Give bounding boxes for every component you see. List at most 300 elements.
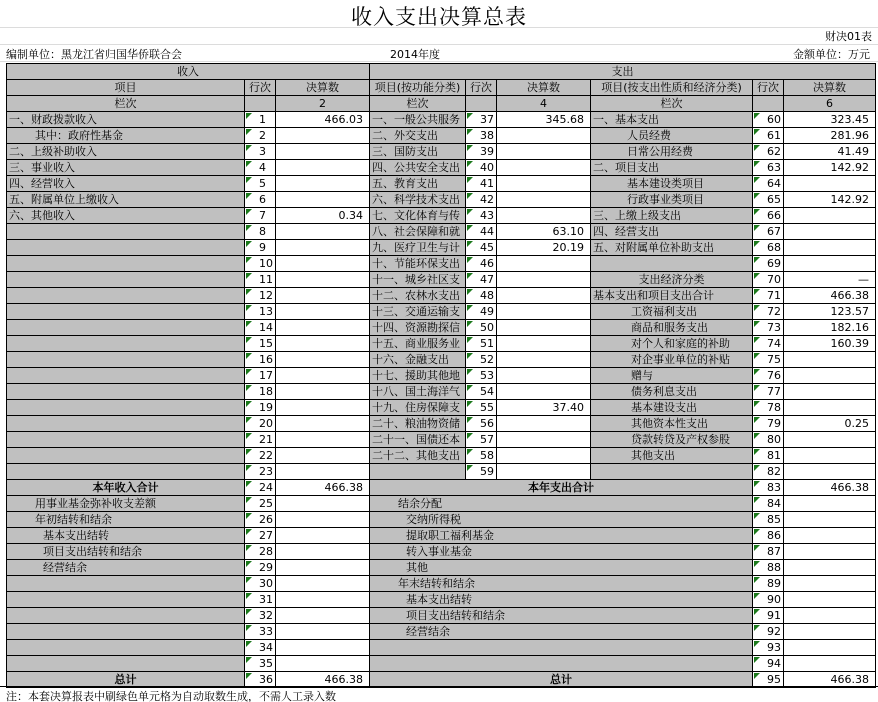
expense-balance-amount[interactable]	[784, 640, 876, 656]
row-number: 39	[466, 144, 497, 160]
income-amount[interactable]: 0.34	[276, 208, 370, 224]
func-expense-amount[interactable]	[497, 304, 591, 320]
econ-expense-amount[interactable]: 182.16	[784, 320, 876, 336]
econ-expense-amount[interactable]: 123.57	[784, 304, 876, 320]
row-number: 34	[245, 640, 276, 656]
expense-total-amount[interactable]: 466.38	[784, 480, 876, 496]
func-expense-amount[interactable]	[497, 464, 591, 480]
income-item	[7, 384, 245, 400]
func-expense-item: 十五、商业服务业	[370, 336, 466, 352]
row-number: 63	[753, 160, 784, 176]
expense-balance-item: 结余分配	[370, 496, 753, 512]
row-number: 68	[753, 240, 784, 256]
table-row	[7, 352, 876, 368]
econ-expense-amount[interactable]	[784, 368, 876, 384]
econ-expense-item: 债务利息支出	[591, 384, 753, 400]
income-amount[interactable]	[276, 304, 370, 320]
income-balance-amount[interactable]	[276, 512, 370, 528]
func-expense-item: 二、外交支出	[370, 128, 466, 144]
expense-balance-item: 经营结余	[370, 624, 753, 640]
row-number: 40	[466, 160, 497, 176]
row-number: 88	[753, 560, 784, 576]
income-item	[7, 352, 245, 368]
income-balance-item	[7, 624, 245, 640]
table-row	[7, 288, 876, 304]
row-number: 91	[753, 608, 784, 624]
row-number: 55	[466, 400, 497, 416]
income-balance-item	[7, 592, 245, 608]
func-expense-item: 八、社会保障和就	[370, 224, 466, 240]
row-number: 93	[753, 640, 784, 656]
income-amount[interactable]	[276, 384, 370, 400]
income-balance-amount[interactable]	[276, 656, 370, 672]
row-number: 95	[753, 672, 784, 688]
row-number: 73	[753, 320, 784, 336]
row-number: 5	[245, 176, 276, 192]
func-expense-item: 二十二、其他支出	[370, 448, 466, 464]
func-expense-item: 十、节能环保支出	[370, 256, 466, 272]
expense-balance-amount[interactable]	[784, 544, 876, 560]
func-expense-amount[interactable]	[497, 336, 591, 352]
func-expense-item: 十二、农林水支出	[370, 288, 466, 304]
income-amount[interactable]	[276, 288, 370, 304]
econ-expense-amount[interactable]	[784, 384, 876, 400]
func-expense-amount[interactable]: 63.10	[497, 224, 591, 240]
row-number: 86	[753, 528, 784, 544]
row-number: 10	[245, 256, 276, 272]
income-item-header: 项目	[7, 80, 245, 96]
income-amount[interactable]	[276, 320, 370, 336]
income-amount[interactable]	[276, 144, 370, 160]
expense-balance-amount[interactable]	[784, 656, 876, 672]
row-number: 78	[753, 400, 784, 416]
income-balance-amount[interactable]	[276, 560, 370, 576]
income-item	[7, 320, 245, 336]
row-number: 6	[245, 192, 276, 208]
expense-balance-amount[interactable]	[784, 608, 876, 624]
func-expense-amount[interactable]: 345.68	[497, 112, 591, 128]
func-expense-item: 十八、国土海洋气	[370, 384, 466, 400]
func-expense-item: 二十、粮油物资储	[370, 416, 466, 432]
econ-expense-item: 四、经营支出	[591, 224, 753, 240]
income-item	[7, 256, 245, 272]
func-expense-item: 三、国防支出	[370, 144, 466, 160]
row-number: 2	[245, 128, 276, 144]
econ-expense-amount[interactable]	[784, 240, 876, 256]
table-row	[7, 656, 876, 672]
expense-balance-amount[interactable]	[784, 592, 876, 608]
row-number: 83	[753, 480, 784, 496]
row-number: 70	[753, 272, 784, 288]
expense-balance-amount[interactable]	[784, 560, 876, 576]
income-amount[interactable]	[276, 432, 370, 448]
func-expense-item: 一、一般公共服务	[370, 112, 466, 128]
row-number: 62	[753, 144, 784, 160]
row-number: 57	[466, 432, 497, 448]
row-number: 46	[466, 256, 497, 272]
year-total-row	[7, 480, 876, 496]
row-number: 64	[753, 176, 784, 192]
econ-expense-amount[interactable]: 281.96	[784, 128, 876, 144]
income-balance-item: 项目支出结转和结余	[7, 544, 245, 560]
row-number: 67	[753, 224, 784, 240]
expense-balance-item	[370, 656, 753, 672]
econ-expense-amount[interactable]	[784, 208, 876, 224]
row-no-header: 行次	[245, 80, 276, 96]
amount-header: 决算数	[497, 80, 591, 96]
income-item: 四、经营收入	[7, 176, 245, 192]
income-item	[7, 224, 245, 240]
econ-expense-item: 日常公用经费	[591, 144, 753, 160]
income-balance-amount[interactable]	[276, 592, 370, 608]
income-amount[interactable]	[276, 336, 370, 352]
econ-expense-amount[interactable]	[784, 400, 876, 416]
econ-expense-item: 支出经济分类	[591, 272, 753, 288]
expense-balance-amount[interactable]	[784, 624, 876, 640]
func-expense-amount[interactable]	[497, 272, 591, 288]
func-expense-item: 九、医疗卫生与计	[370, 240, 466, 256]
income-amount[interactable]	[276, 400, 370, 416]
grand-income-amount[interactable]: 466.38	[276, 672, 370, 688]
row-number: 52	[466, 352, 497, 368]
row-number: 81	[753, 448, 784, 464]
func-expense-amount[interactable]	[497, 176, 591, 192]
row-number: 85	[753, 512, 784, 528]
table-row	[7, 432, 876, 448]
row-number: 37	[466, 112, 497, 128]
column-index-label: 栏次	[591, 96, 753, 112]
income-amount[interactable]	[276, 240, 370, 256]
table-row	[7, 576, 876, 592]
income-balance-amount[interactable]	[276, 528, 370, 544]
income-total-label: 本年收入合计	[7, 480, 245, 496]
table-row	[7, 240, 876, 256]
income-balance-item	[7, 576, 245, 592]
form-number: 财决01表	[825, 30, 872, 43]
func-expense-amount[interactable]	[497, 192, 591, 208]
econ-expense-amount[interactable]: 160.39	[784, 336, 876, 352]
row-number: 43	[466, 208, 497, 224]
table-row	[7, 192, 876, 208]
income-item: 三、事业收入	[7, 160, 245, 176]
expense-total-label: 本年支出合计	[370, 480, 753, 496]
row-number: 80	[753, 432, 784, 448]
econ-expense-amount[interactable]: —	[784, 272, 876, 288]
expense-balance-item: 交纳所得税	[370, 512, 753, 528]
expense-balance-amount[interactable]	[784, 576, 876, 592]
final-accounts-table	[6, 63, 876, 688]
row-number: 58	[466, 448, 497, 464]
func-expense-amount[interactable]	[497, 288, 591, 304]
income-balance-item: 用事业基金弥补收支差额	[7, 496, 245, 512]
row-number: 24	[245, 480, 276, 496]
func-expense-amount[interactable]	[497, 448, 591, 464]
row-number: 12	[245, 288, 276, 304]
row-number: 28	[245, 544, 276, 560]
econ-expense-item: 贷款转贷及产权参股	[591, 432, 753, 448]
econ-expense-item: 人员经费	[591, 128, 753, 144]
income-item: 二、上级补助收入	[7, 144, 245, 160]
econ-expense-amount[interactable]	[784, 256, 876, 272]
econ-expense-item: 行政事业类项目	[591, 192, 753, 208]
expense-balance-amount[interactable]	[784, 528, 876, 544]
func-expense-amount[interactable]	[497, 432, 591, 448]
func-expense-item: 七、文化体育与传	[370, 208, 466, 224]
row-number: 84	[753, 496, 784, 512]
row-number: 14	[245, 320, 276, 336]
unit-label: 编制单位：黑龙江省归国华侨联合会	[6, 48, 182, 61]
econ-expense-amount[interactable]: 323.45	[784, 112, 876, 128]
income-amount[interactable]	[276, 352, 370, 368]
table-row	[7, 384, 876, 400]
income-amount[interactable]	[276, 256, 370, 272]
table-row	[7, 464, 876, 480]
func-expense-amount[interactable]	[497, 144, 591, 160]
row-number: 26	[245, 512, 276, 528]
row-number: 75	[753, 352, 784, 368]
row-number: 33	[245, 624, 276, 640]
row-number: 66	[753, 208, 784, 224]
func-expense-amount[interactable]: 20.19	[497, 240, 591, 256]
row-number: 29	[245, 560, 276, 576]
table-row	[7, 592, 876, 608]
income-balance-item: 经营结余	[7, 560, 245, 576]
expense-balance-item: 基本支出结转	[370, 592, 753, 608]
func-expense-amount[interactable]	[497, 256, 591, 272]
table-row	[7, 640, 876, 656]
table-row	[7, 304, 876, 320]
income-item	[7, 416, 245, 432]
row-number: 79	[753, 416, 784, 432]
row-number: 44	[466, 224, 497, 240]
row-number: 23	[245, 464, 276, 480]
column-index: 2	[276, 96, 370, 112]
row-number: 8	[245, 224, 276, 240]
expense-header: 支出	[370, 64, 876, 80]
income-item	[7, 368, 245, 384]
econ-expense-amount[interactable]	[784, 464, 876, 480]
income-amount[interactable]	[276, 416, 370, 432]
func-expense-amount[interactable]	[497, 352, 591, 368]
row-number: 51	[466, 336, 497, 352]
row-number: 41	[466, 176, 497, 192]
func-expense-item: 十四、资源勘探信	[370, 320, 466, 336]
row-number: 76	[753, 368, 784, 384]
table-row	[7, 544, 876, 560]
econ-expense-amount[interactable]: 0.25	[784, 416, 876, 432]
row-number: 77	[753, 384, 784, 400]
table-row	[7, 496, 876, 512]
income-total-amount[interactable]: 466.38	[276, 480, 370, 496]
income-item: 其中：政府性基金	[7, 128, 245, 144]
table-row	[7, 128, 876, 144]
table-row	[7, 160, 876, 176]
func-expense-amount[interactable]	[497, 128, 591, 144]
row-number: 38	[466, 128, 497, 144]
func-expense-item: 四、公共安全支出	[370, 160, 466, 176]
expense-balance-item: 其他	[370, 560, 753, 576]
func-expense-amount[interactable]: 37.40	[497, 400, 591, 416]
row-number: 49	[466, 304, 497, 320]
row-number: 35	[245, 656, 276, 672]
income-balance-amount[interactable]	[276, 544, 370, 560]
econ-expense-item: 对个人和家庭的补助	[591, 336, 753, 352]
econ-expense-amount[interactable]: 41.49	[784, 144, 876, 160]
func-expense-amount[interactable]	[497, 320, 591, 336]
func-expense-item: 十七、援助其他地	[370, 368, 466, 384]
func-expense-amount[interactable]	[497, 384, 591, 400]
econ-expense-item: 二、项目支出	[591, 160, 753, 176]
econ-expense-item: 三、上缴上级支出	[591, 208, 753, 224]
econ-expense-amount[interactable]: 466.38	[784, 288, 876, 304]
row-number: 7	[245, 208, 276, 224]
table-row	[7, 528, 876, 544]
expense-balance-item: 转入事业基金	[370, 544, 753, 560]
income-amount[interactable]	[276, 448, 370, 464]
table-row	[7, 560, 876, 576]
table-row	[7, 512, 876, 528]
econ-expense-item: 赠与	[591, 368, 753, 384]
row-number: 32	[245, 608, 276, 624]
econ-expense-item: 商品和服务支出	[591, 320, 753, 336]
row-number: 74	[753, 336, 784, 352]
expense-balance-item: 年末结转和结余	[370, 576, 753, 592]
table-row	[7, 416, 876, 432]
income-balance-item	[7, 640, 245, 656]
econ-expense-item	[591, 464, 753, 480]
table-row	[7, 320, 876, 336]
row-number: 71	[753, 288, 784, 304]
func-expense-amount[interactable]	[497, 208, 591, 224]
income-item	[7, 432, 245, 448]
row-number: 47	[466, 272, 497, 288]
income-balance-amount[interactable]	[276, 640, 370, 656]
econ-expense-item: 其他资本性支出	[591, 416, 753, 432]
row-number: 27	[245, 528, 276, 544]
row-number: 30	[245, 576, 276, 592]
row-number: 21	[245, 432, 276, 448]
econ-expense-item: 工资福利支出	[591, 304, 753, 320]
income-amount[interactable]	[276, 176, 370, 192]
table-row	[7, 624, 876, 640]
grand-expense-amount[interactable]: 466.38	[784, 672, 876, 688]
currency-unit: 金额单位：万元	[793, 48, 870, 61]
econ-expense-item	[591, 256, 753, 272]
func-expense-item: 十六、金融支出	[370, 352, 466, 368]
row-number: 72	[753, 304, 784, 320]
income-amount[interactable]	[276, 160, 370, 176]
expense-balance-amount[interactable]	[784, 512, 876, 528]
expense-balance-amount[interactable]	[784, 496, 876, 512]
row-no-header: 行次	[753, 80, 784, 96]
expense-balance-item: 提取职工福利基金	[370, 528, 753, 544]
income-balance-amount[interactable]	[276, 608, 370, 624]
func-item-header: 项目(按功能分类)	[370, 80, 466, 96]
func-expense-item: 十一、城乡社区支	[370, 272, 466, 288]
econ-expense-amount[interactable]	[784, 448, 876, 464]
row-number: 15	[245, 336, 276, 352]
income-amount[interactable]	[276, 192, 370, 208]
income-balance-item	[7, 656, 245, 672]
table-row	[7, 112, 876, 128]
func-expense-item	[370, 464, 466, 480]
econ-expense-item: 基本建设类项目	[591, 176, 753, 192]
table-row	[7, 224, 876, 240]
econ-expense-item: 五、对附属单位补助支出	[591, 240, 753, 256]
row-no-header: 行次	[466, 80, 497, 96]
page-title: 收入支出决算总表	[351, 5, 527, 29]
func-expense-item: 五、教育支出	[370, 176, 466, 192]
row-number: 50	[466, 320, 497, 336]
econ-expense-amount[interactable]	[784, 432, 876, 448]
func-expense-amount[interactable]	[497, 368, 591, 384]
func-expense-amount[interactable]	[497, 416, 591, 432]
row-number: 54	[466, 384, 497, 400]
econ-expense-item: 对企事业单位的补贴	[591, 352, 753, 368]
row-number: 48	[466, 288, 497, 304]
income-item	[7, 272, 245, 288]
income-item	[7, 336, 245, 352]
expense-balance-item: 项目支出结转和结余	[370, 608, 753, 624]
income-amount[interactable]	[276, 128, 370, 144]
income-item	[7, 464, 245, 480]
econ-expense-amount[interactable]	[784, 176, 876, 192]
row-number: 1	[245, 112, 276, 128]
income-amount[interactable]	[276, 272, 370, 288]
row-number: 36	[245, 672, 276, 688]
econ-expense-amount[interactable]	[784, 224, 876, 240]
econ-expense-amount[interactable]: 142.92	[784, 192, 876, 208]
income-balance-amount[interactable]	[276, 496, 370, 512]
row-number: 22	[245, 448, 276, 464]
row-number: 9	[245, 240, 276, 256]
income-balance-amount[interactable]	[276, 624, 370, 640]
row-number: 17	[245, 368, 276, 384]
row-number: 60	[753, 112, 784, 128]
table-row	[7, 400, 876, 416]
income-balance-item: 年初结转和结余	[7, 512, 245, 528]
income-amount[interactable]	[276, 224, 370, 240]
income-item: 六、其他收入	[7, 208, 245, 224]
table-row	[7, 256, 876, 272]
row-number: 45	[466, 240, 497, 256]
row-number: 3	[245, 144, 276, 160]
econ-expense-amount[interactable]	[784, 352, 876, 368]
income-amount[interactable]	[276, 368, 370, 384]
func-expense-item: 十九、住房保障支	[370, 400, 466, 416]
row-number: 87	[753, 544, 784, 560]
amount-header: 决算数	[276, 80, 370, 96]
income-amount[interactable]: 466.03	[276, 112, 370, 128]
table-row	[7, 272, 876, 288]
row-number: 31	[245, 592, 276, 608]
table-row	[7, 608, 876, 624]
income-item	[7, 304, 245, 320]
row-number: 20	[245, 416, 276, 432]
income-balance-amount[interactable]	[276, 576, 370, 592]
row-number: 18	[245, 384, 276, 400]
func-expense-amount[interactable]	[497, 160, 591, 176]
row-number: 59	[466, 464, 497, 480]
income-amount[interactable]	[276, 464, 370, 480]
func-expense-item: 六、科学技术支出	[370, 192, 466, 208]
econ-expense-amount[interactable]: 142.92	[784, 160, 876, 176]
table-row	[7, 336, 876, 352]
income-item	[7, 400, 245, 416]
row-number: 89	[753, 576, 784, 592]
income-balance-item	[7, 608, 245, 624]
row-number: 61	[753, 128, 784, 144]
